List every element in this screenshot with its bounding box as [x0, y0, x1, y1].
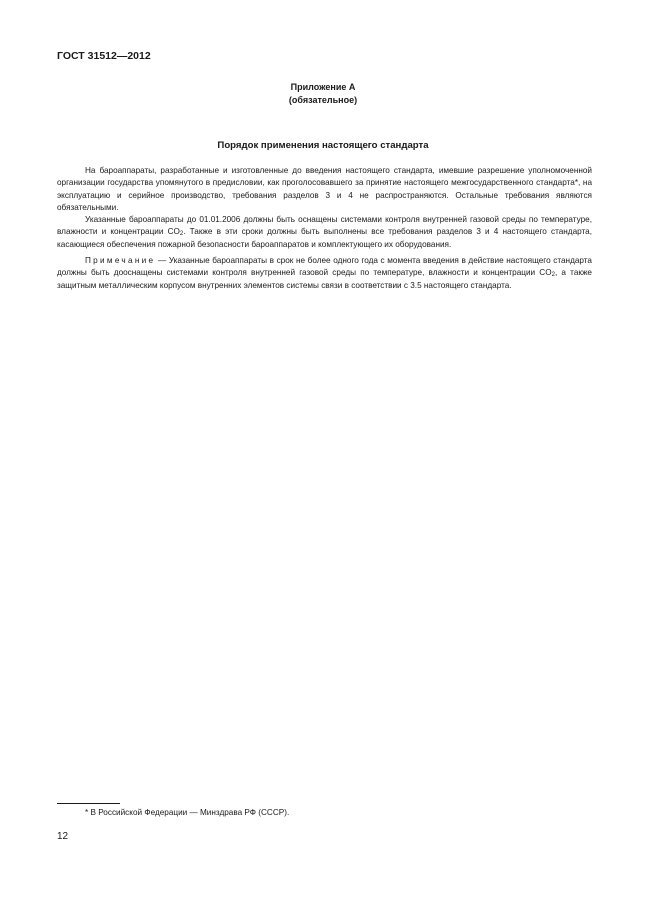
annex-heading	[0, 81, 646, 107]
document-header: ГОСТ 31512—2012	[57, 50, 151, 62]
subscript: 2	[551, 272, 555, 279]
note-label: Примечание	[85, 256, 156, 266]
annex-status: (обязательное)	[288, 95, 358, 105]
paragraph-2	[57, 214, 592, 251]
note-text-end: , а также защитным металлическим корпусом внутренних элементов системы связи в соответствии с 3.5 настоящего стандарта.	[57, 268, 592, 290]
paragraph-2-text-end: . Также в эти сроки должны быть выполнены все требования разделов 3 и 4 настоящего стандарта, касающиеся обеспечения пожарной безопасности бароаппаратов и комплектующего их оборудования.	[57, 227, 592, 249]
note-paragraph	[57, 255, 592, 292]
footnote-separator	[57, 803, 120, 804]
paragraph-1: На бароаппараты, разработанные и изготовленные до введения настоящего стандарта, имевшие разрешение уполномоченной организации государства упомянутого в предисловии, как проголосовавшего за принятие настоящего межгосударственного стандарта*, на эксплуатацию и серийное производство, требования разделов 3 и 4 не распространяются. Остальные требования являются обязательными.	[57, 166, 592, 212]
note-text: — Указанные бароаппараты в срок не более одного года с момента введения в действие настоящего стандарта должны быть дооснащены системами контроля внутренней газовой среды по температуре, влажности и концентрации CO	[57, 256, 592, 278]
paragraph-2-text: Указанные бароаппараты до 01.01.2006 должны быть оснащены системами контроля внутренней газовой среды по температуре, влажности и концентрации CO	[57, 215, 592, 237]
body-text	[57, 165, 592, 292]
page-number: 12	[57, 831, 69, 842]
subscript: 2	[179, 231, 184, 238]
annex-title: Приложение А	[290, 82, 356, 92]
footnote: * В Российской Федерации — Минздрава РФ (СССР).	[85, 808, 290, 817]
section-title: Порядок применения настоящего стандарта	[217, 140, 429, 151]
